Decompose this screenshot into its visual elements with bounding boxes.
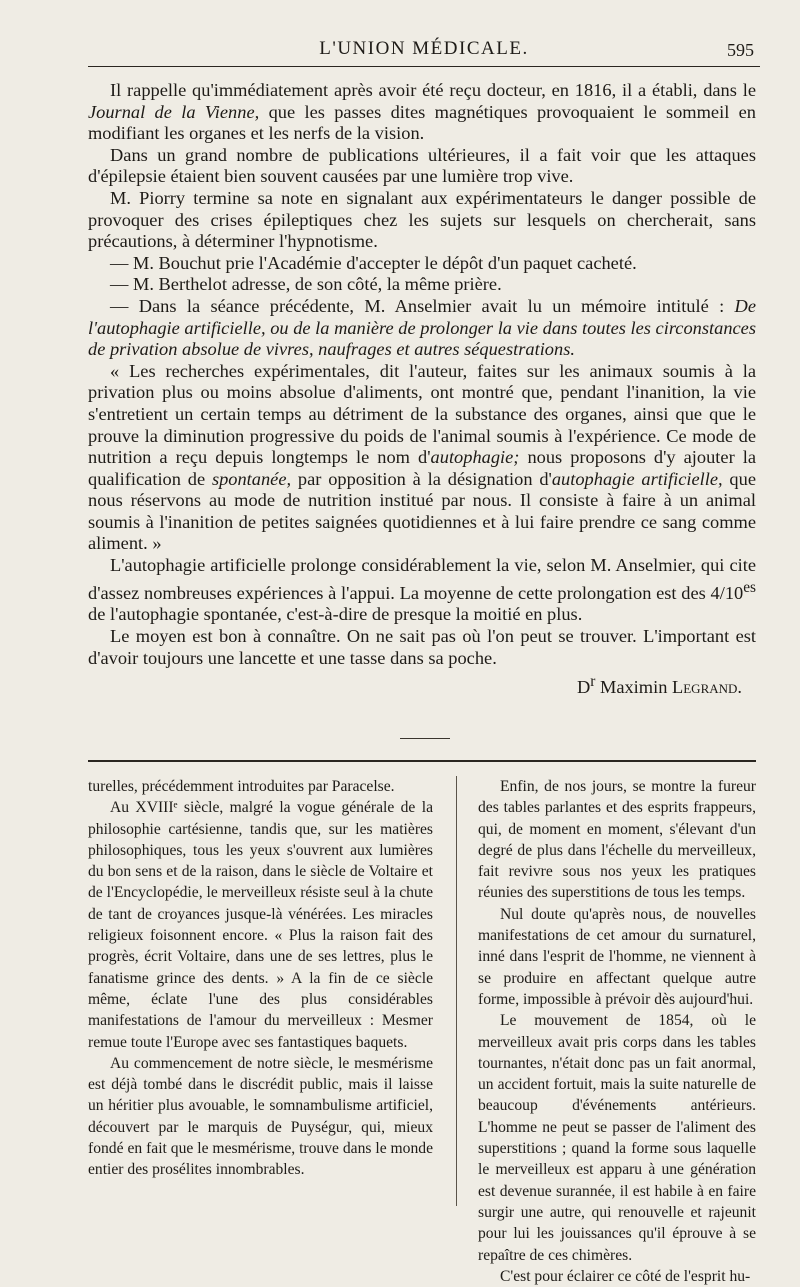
paragraph-7-quote: « Les recherches expérimentales, dit l'auteur, faites sur les animaux soumis à la privation plus ou moins absolue d'aliments, ont montré que, pendant l'inanition, la vie s'entretient un certain temps au détriment de la substance des organes, ainsi que que le prouve la diminution progressive du poids de l'animal soumis à l'expérience. Ce mode de nutrition a reçu depuis longtemps le nom d'autophagie; nous proposons d'y ajouter la qualification de spontanée, par opposition à la désignation d'autophagie artificielle, que nous réservons au mode de nutrition institué par nous. Il consiste à faire à un animal soumis à l'inanition de petites saignées quotidiennes et à lui faire prendre ce sang comme aliment. » [88,360,756,554]
paragraph-8: L'autophagie artificielle prolonge considérablement la vie, selon M. Anselmier, qui cite d'assez nombreuses expériences à l'appui. La moyenne de cette prolongation est des $4/10^{es}$ de l'autophagie spontanée, c'est-à-dire de presque la moitié en plus. [88,555,756,625]
paragraph-4: — M. Bouchut prie l'Académie d'accepter le dépôt d'un paquet cacheté. [110,252,637,273]
feuilleton-separator [88,760,756,762]
feuilleton-right-paragraph: Enfin, de nos jours, se montre la fureur des tables parlantes et des esprits frappeurs, qui, de moment en moment, s'élevant d'un degré de plus dans l'échelle du merveilleux, fait revivre sous nos yeux les pratiques réunies des superstitions de tous les temps. [478,778,756,902]
column-divider [456,776,457,1206]
paragraph-1: Il rappelle qu'immédiatement après avoir été reçu docteur, en 1816, il a établi, dans le Journal de la Vienne, que les passes dites magnétiques provoquaient le sommeil en modifiant les organes et les nerfs de la vision. [88,80,757,144]
feuilleton-left-paragraph: Au commencement de notre siècle, le mesmérisme est déjà tombé dans le discrédit public, mais il laisse un héritier plus avouable, le somnambulisme artificiel, découvert par le marquis de Puységur, qui, mieux fondé en fait que le mesmérisme, trouve dans le monde entier des prosélites innombrables. [88,1054,433,1179]
feuilleton-right-paragraph: Le mouvement de 1854, où le merveilleux avait pris corps dans les tables tournantes, n'était donc pas un fait anormal, un accident fortuit, mais la suite naturelle de beaucoup d'événements antérieurs. L'homme ne peut se passer de l'aliment des superstitions ; quand la forme sous laquelle le merveilleux est apparu à une génération est devenue surannée, il est habile à en faire surgir une autre, qui renouvelle et rajeunit pour lui les jouissances qu'il éprouve à se repaître de ces chimères. [478,1012,756,1264]
feuilleton-left-paragraph: turelles, précédemment introduites par Paracelse. [88,778,395,795]
paragraph-5: — M. Berthelot adresse, de son côté, la même prière. [110,274,502,295]
feuilleton-left-paragraph: Au XVIIIᵉ siècle, malgré la vogue générale de la philosophie cartésienne, tandis que, sur les matières philosophiques, tous les yeux s'ouvrent aux lumières du bon sens et de la raison, dans le siècle de Voltaire et de l'Encyclopédie, le merveilleux résiste seul à la chute de tant de croyances jusque-là vénérées. Les miracles religieux foisonnent encore. « Plus la raison fait des progrès, écrit Voltaire, dans une de ses lettres, plus le fanatisme grince des dents. » A la fin de ce siècle même, éclate l'une des plus considérables manifestations de l'amour du merveilleux : Mesmer remue toute l'Europe avec ses fantastiques baquets. [88,799,433,1051]
running-header [88,38,760,67]
feuilleton-right-paragraph: Nul doute qu'après nous, de nouvelles manifestations de cet amour du surnaturel, inné dans l'esprit de l'homme, ne viennent à se produire en affectant quelque autre forme, impossible à prévoir dès aujourd'hui. [478,905,756,1008]
paragraph-9: Le moyen est bon à connaître. On ne sait pas où l'on peut se trouver. L'important est d'avoir toujours une lancette et une tasse dans sa poche. [88,625,756,668]
journal-name: Journal de la Vienne, [88,101,260,122]
feuilleton-right-paragraph: C'est pour éclairer ce côté de l'esprit hu- [500,1267,751,1285]
page-number: 595 [727,40,754,60]
journal-title: L'UNION MÉDICALE. [319,38,529,59]
memoir-title: De l'autophagie artificielle, ou de la manière de prolonger la vie dans toutes les circonstances de privation absolue de vivres, naufrages et autres séquestrations. [88,295,756,360]
author-signature: $D^r$ Maximin Legrand. [576,673,742,698]
end-of-article-rule [400,738,450,739]
feuilleton-left-column [88,776,433,1181]
paragraph-3: M. Piorry termine sa note en signalant aux expérimentateurs le danger possible de provoquer des crises épileptiques chez les sujets sur lesquels on chercherait, sans précautions, à déterminer l'hypnotisme. [88,187,756,252]
paragraph-6: — Dans la séance précédente, M. Anselmier avait lu un mémoire intitulé : De l'autophagie artificielle, ou de la manière de prolonger la vie dans toutes les circonstances de privation absolue de vivres, naufrages et autres séquestrations. [88,295,756,360]
article-body [88,80,756,699]
feuilleton-right-column [478,776,756,1287]
paragraph-2: Dans un grand nombre de publications ultérieures, il a fait voir que les attaques d'épilepsie étaient bien souvent causées par une lumière trop vive. [88,144,756,187]
